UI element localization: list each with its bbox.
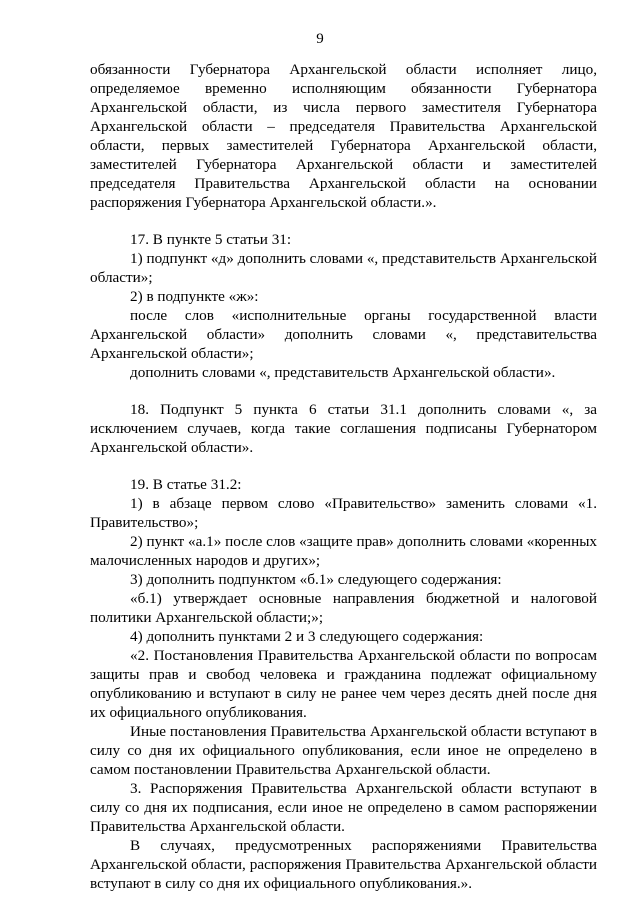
paragraph: дополнить словами «, представительств Архангельской области». <box>130 364 556 381</box>
paragraph: «б.1) утверждает основные направления бюджетной и налоговой политики Архангельской области;»; <box>90 590 597 626</box>
paragraph-spacer <box>90 457 597 475</box>
paragraph: В случаях, предусмотренных распоряжениями Правительства Архангельской области, распоряжения Правительства Архангельской области вступают в силу со дня их официального опубликования.». <box>90 837 597 892</box>
paragraph: Иные постановления Правительства Архангельской области вступают в силу со дня их официального опубликования, если иное не определено в самом постановлении Правительства Архангельской области. <box>90 723 597 778</box>
paragraph: 19. В статье 31.2: <box>130 476 242 493</box>
document-body <box>90 60 597 893</box>
paragraph: после слов «исполнительные органы государственной власти Архангельской области» дополнить словами «, представительства Архангельской области»; <box>90 307 597 362</box>
paragraph: «2. Постановления Правительства Архангельской области по вопросам защиты прав и свобод человека и гражданина подлежат официальному опубликованию и вступают в силу не ранее чем через десять дней после дня их официального опубликования. <box>90 647 597 721</box>
paragraph: 3) дополнить подпунктом «б.1» следующего содержания: <box>130 571 502 588</box>
paragraph-spacer <box>90 382 597 400</box>
paragraph: 1) подпункт «д» дополнить словами «, представительств Архангельской области»; <box>90 250 598 286</box>
paragraph: 4) дополнить пунктами 2 и 3 следующего содержания: <box>130 628 484 645</box>
paragraph: 2) пункт «а.1» после слов «защите прав» дополнить словами «коренных малочисленных народов и других»; <box>90 533 597 569</box>
paragraph: 1) в абзаце первом слово «Правительство» заменить словами «1. Правительство»; <box>90 495 597 531</box>
paragraph: 3. Распоряжения Правительства Архангельской области вступают в силу со дня их подписания, если иное не определено в самом распоряжении Правительства Архангельской области. <box>90 780 597 835</box>
paragraph: 2) в подпункте «ж»: <box>130 288 259 305</box>
paragraph: 18. Подпункт 5 пункта 6 статьи 31.1 дополнить словами «, за исключением случаев, когда такие соглашения подписаны Губернатором Архангельской области». <box>90 401 597 456</box>
paragraph-spacer <box>90 212 597 230</box>
page-number: 9 <box>316 31 324 47</box>
paragraph: обязанности Губернатора Архангельской области исполняет лицо, определяемое временно исполняющим обязанности Губернатора Архангельской области, из числа первого заместителя Губернатора Архангельской области – председателя Правительства Архангельской области, первых заместителей Губернатора Архангельской области, заместителей Губернатора Архангельской области и заместителей председателя Правительства Архангельской области на основании распоряжения Губернатора Архангельской области.». <box>90 61 597 211</box>
paragraph: 17. В пункте 5 статьи 31: <box>130 231 292 248</box>
